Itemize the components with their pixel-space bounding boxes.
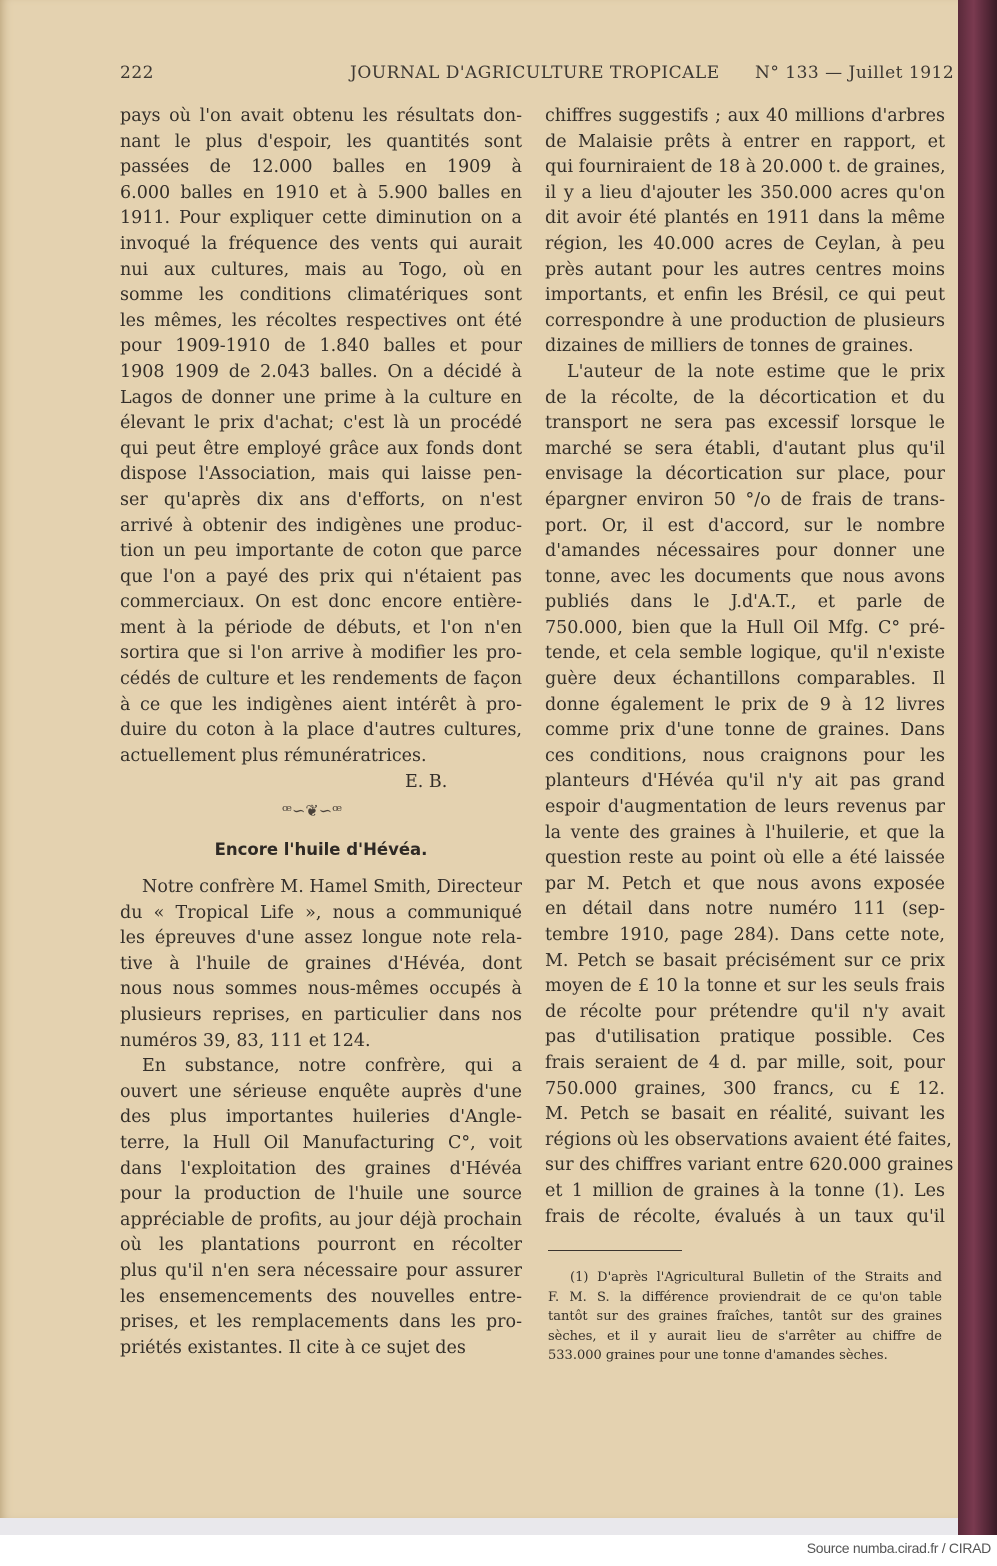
text-line: ment à la période de débuts, et l'on n'en bbox=[120, 617, 522, 638]
text-line: sur des chiffres variant entre 620.000 graines bbox=[545, 1155, 954, 1176]
text-line: sèches, et il y aurait lieu de s'arrêter au chiffre de bbox=[548, 1328, 942, 1344]
text-line: d'amandes nécessaires pour donner une bbox=[545, 541, 945, 562]
text-line: pour la production de l'huile une source bbox=[120, 1184, 522, 1205]
text-line: de Malaisie prêts à entrer en rapport, et bbox=[545, 131, 945, 152]
issue-date: N° 133 — Juillet 1912 bbox=[755, 63, 955, 83]
text-line: espoir d'augmentation de leurs revenus par bbox=[545, 797, 945, 818]
text-line: du « Tropical Life », nous a communiqué bbox=[120, 902, 522, 923]
text-line: il y a lieu d'ajouter les 350.000 acres qu'on bbox=[545, 182, 945, 203]
text-line: 750.000, bien que la Hull Oil Mfg. C° pré- bbox=[545, 617, 945, 638]
text-line: correspondre à une production de plusieurs bbox=[545, 310, 945, 331]
text-line: ces conditions, nous craignons pour les bbox=[545, 745, 945, 766]
page-number: 222 bbox=[120, 63, 154, 83]
text-line: dans l'exploitation des graines d'Hévéa bbox=[120, 1158, 522, 1179]
text-line: les ensemencements des nouvelles entre- bbox=[120, 1286, 522, 1307]
text-line: appréciable de profits, au jour déjà prochain bbox=[120, 1209, 522, 1230]
text-line: nant le plus d'espoir, les quantités sont bbox=[120, 131, 522, 152]
text-line: passées de 12.000 balles en 1909 à bbox=[120, 157, 522, 178]
text-line: où les plantations pourront en récolter bbox=[120, 1235, 522, 1256]
text-line: de récolte pour prétendre qu'il n'y avait bbox=[545, 1001, 945, 1022]
text-line: ser qu'après dix ans d'efforts, on n'est bbox=[120, 489, 522, 510]
text-line: 1911. Pour expliquer cette diminution on a bbox=[120, 208, 522, 229]
text-line: 533.000 graines pour une tonne d'amandes sèches. bbox=[548, 1348, 888, 1363]
text-line: dizaines de milliers de tonnes de graines. bbox=[545, 336, 914, 357]
text-line: que l'on a payé des prix qui n'étaient pas bbox=[120, 566, 522, 587]
text-line: Notre confrère M. Hamel Smith, Directeur bbox=[142, 877, 522, 897]
text-line: marché se sera établi, d'autant plus qu'il bbox=[545, 438, 945, 459]
text-line: transport ne sera pas excessif lorsque le bbox=[545, 413, 945, 434]
text-line: ouvert une sérieuse enquête auprès d'une bbox=[120, 1081, 522, 1102]
text-line: moyen de £ 10 la tonne et sur les seuls frais bbox=[545, 976, 945, 997]
text-line: à ce que les indigènes aient intérêt à pro- bbox=[120, 694, 522, 715]
text-line: somme les conditions climatériques sont bbox=[120, 285, 522, 306]
text-line: frais de récolte, évalués à un taux qu'il bbox=[545, 1206, 945, 1227]
text-line: question reste au point où elle a été laissée bbox=[545, 848, 945, 869]
text-line: invoqué la fréquence des vents qui aurait bbox=[120, 233, 522, 254]
text-line: frais seraient de 4 d. par mille, soit, pour bbox=[545, 1052, 945, 1073]
text-line: En substance, notre confrère, qui a bbox=[142, 1056, 522, 1077]
signature: E. B. bbox=[405, 772, 448, 792]
text-line: actuellement plus rémunératrices. bbox=[120, 745, 427, 766]
right-column-text bbox=[545, 104, 954, 1230]
text-line: cédés de culture et les rendements de façon bbox=[120, 669, 522, 690]
text-line: guère deux échantillons comparables. Il bbox=[545, 669, 945, 690]
scan-background bbox=[0, 1518, 958, 1535]
text-line: F. M. S. la différence proviendrait de ce qu'on table bbox=[548, 1289, 942, 1305]
footnote bbox=[548, 1268, 942, 1366]
text-line: comme prix d'une tonne de graines. Dans bbox=[545, 720, 945, 741]
text-line: nui aux cultures, mais au Togo, où en bbox=[120, 259, 522, 280]
text-line: sortira que si l'on arrive à modifier les pro- bbox=[120, 643, 522, 664]
text-line: chiffres suggestifs ; aux 40 millions d'arbres bbox=[545, 106, 945, 126]
text-line: donne également le prix de 9 à 12 livres bbox=[545, 694, 945, 715]
text-line: M. Petch se basait en réalité, suivant les bbox=[545, 1104, 945, 1125]
text-line: dispose l'Association, mais qui laisse pen- bbox=[120, 464, 522, 485]
ornament: ꟹ∽❦∽ꟹ bbox=[282, 801, 343, 820]
text-line: pour 1909-1910 de 1.840 balles et pour bbox=[120, 336, 522, 357]
text-line: tembre 1910, page 284). Dans cette note, bbox=[545, 925, 945, 945]
text-line: Lagos de donner une prime à la culture en bbox=[120, 387, 522, 408]
text-line: élevant le prix d'achat; c'est là un procédé bbox=[120, 413, 522, 434]
text-line: régions où les observations avaient été faites, bbox=[545, 1129, 952, 1150]
text-line: priétés existantes. Il cite à ce sujet des bbox=[120, 1337, 466, 1358]
text-line: arrivé à obtenir des indigènes une produc- bbox=[120, 515, 522, 536]
text-line: 6.000 balles en 1910 et à 5.900 balles en bbox=[120, 182, 522, 203]
text-line: pays où l'on avait obtenu les résultats don- bbox=[120, 106, 522, 126]
text-line: tive à l'huile de graines d'Hévéa, dont bbox=[120, 953, 522, 974]
text-line: tion un peu importante de coton que parce bbox=[120, 541, 522, 562]
text-line: la vente des graines à l'huilerie, et que la bbox=[545, 822, 945, 843]
text-line: planteurs d'Hévéa qu'il n'y ait pas grand bbox=[545, 771, 945, 792]
text-line: tende, et cela semble logique, qu'il n'existe bbox=[545, 643, 945, 664]
text-line: L'auteur de la note estime que le prix bbox=[567, 361, 945, 382]
text-line: tantôt sur des graines fraîches, tantôt sur des graines bbox=[548, 1309, 942, 1324]
book-binding-edge bbox=[958, 0, 997, 1535]
text-line: qui peut être employé grâce aux fonds dont bbox=[120, 438, 522, 459]
text-line: port. Or, il est d'accord, sur le nombre bbox=[545, 515, 945, 536]
text-line: pas d'utilisation pratique possible. Ces bbox=[545, 1027, 945, 1048]
text-line: M. Petch se basait précisément sur ce prix bbox=[545, 950, 945, 971]
text-line: en détail dans notre numéro 111 (sep- bbox=[545, 899, 945, 920]
text-line: près autant pour les autres centres moins bbox=[545, 259, 945, 280]
text-line: plus qu'il n'en sera nécessaire pour assurer bbox=[120, 1260, 522, 1281]
text-line: qui fourniraient de 18 à 20.000 t. de graines, bbox=[545, 157, 946, 178]
text-line: par M. Petch et que nous avons exposée bbox=[545, 873, 945, 894]
journal-title: JOURNAL D'AGRICULTURE TROPICALE bbox=[350, 63, 720, 83]
text-line: de la récolte, de la décortication et du bbox=[545, 387, 945, 408]
footnote-rule bbox=[548, 1250, 682, 1251]
text-line: duire du coton à la place d'autres cultures, bbox=[120, 720, 522, 741]
text-line: publiés dans le J.d'A.T., et parle de bbox=[545, 592, 945, 613]
text-line: importants, et enfin les Brésil, ce qui peut bbox=[545, 285, 945, 306]
text-line: prises, et les remplacements dans les pro- bbox=[120, 1312, 522, 1333]
source-credit: Source numba.cirad.fr / CIRAD bbox=[806, 1540, 991, 1556]
text-line: commerciaux. On est donc encore entière- bbox=[120, 592, 522, 613]
text-line: 750.000 graines, 300 francs, cu £ 12. bbox=[545, 1078, 945, 1099]
text-line: les épreuves d'une assez longue note rela- bbox=[120, 928, 522, 949]
text-line: numéros 39, 83, 111 et 124. bbox=[120, 1030, 371, 1051]
text-line: 1908 1909 de 2.043 balles. On a décidé à bbox=[120, 361, 522, 382]
text-line: envisage la décortication sur place, pour bbox=[545, 464, 945, 485]
left-column-text bbox=[120, 104, 522, 769]
article-text bbox=[120, 875, 522, 1361]
text-line: tonne, avec les documents que nous avons bbox=[545, 566, 945, 587]
text-line: plusieurs reprises, en particulier dans nos bbox=[120, 1004, 522, 1025]
text-line: nous nous sommes nous-mêmes occupés à bbox=[120, 979, 522, 1000]
text-line: région, les 40.000 acres de Ceylan, à peu bbox=[545, 233, 945, 254]
text-line: terre, la Hull Oil Manufacturing C°, voit bbox=[120, 1132, 522, 1153]
text-line: et 1 million de graines à la tonne (1). Les bbox=[545, 1180, 945, 1201]
text-line: dit avoir été plantés en 1911 dans la même bbox=[545, 208, 945, 229]
text-line: (1) D'après l'Agricultural Bulletin of the Straits and bbox=[570, 1270, 942, 1285]
article-heading: Encore l'huile d'Hévéa. bbox=[214, 840, 428, 859]
text-line: des plus importantes huileries d'Angle- bbox=[120, 1107, 522, 1128]
text-line: épargner environ 50 °/o de frais de trans- bbox=[545, 489, 945, 510]
text-line: les mêmes, les récoltes respectives ont été bbox=[120, 310, 522, 331]
